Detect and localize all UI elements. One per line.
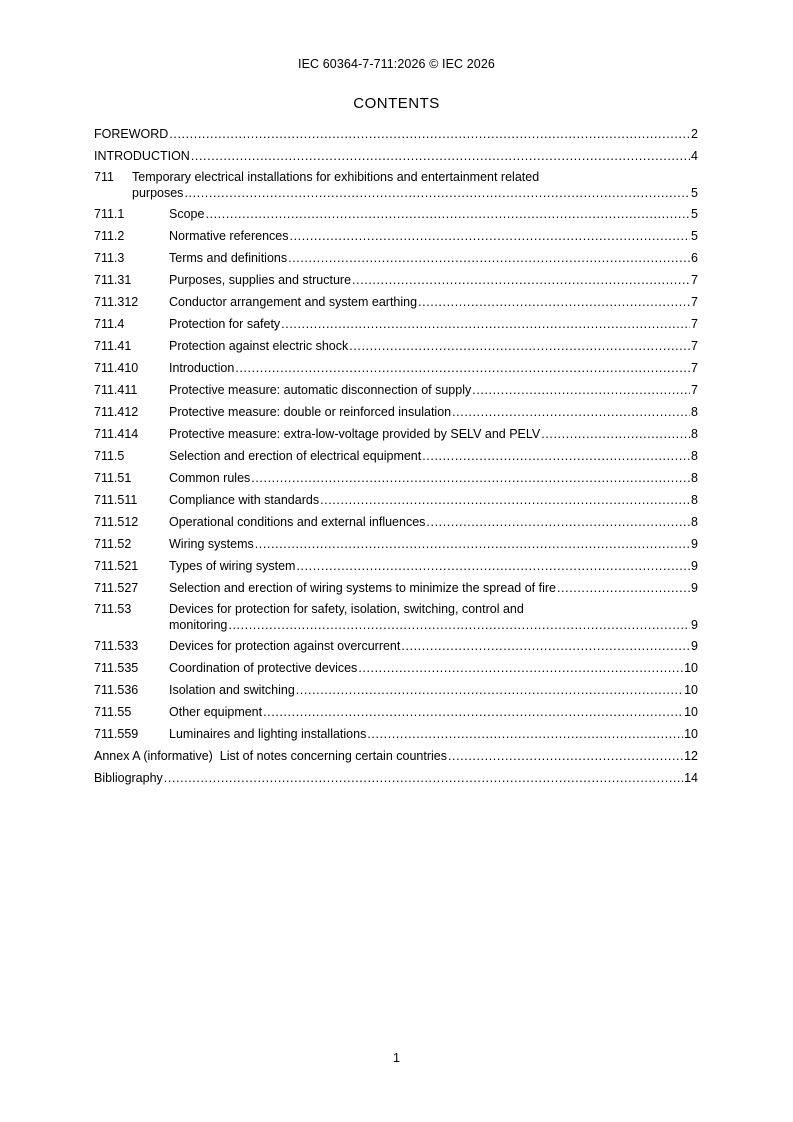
toc-entry-text: Devices for protection for safety, isolation, switching, control and [169,602,524,616]
toc-entry-text: Types of wiring system [169,559,296,573]
toc-entry-number: 711.41 [94,339,132,353]
toc-entry[interactable] [94,315,698,337]
toc-entry[interactable] [94,637,698,659]
toc-entry-711[interactable] [94,169,698,201]
toc-page-number: 10 [684,661,698,675]
toc-page-number: 5 [691,186,698,200]
toc-entry-text: Other equipment [169,705,263,719]
toc-entry[interactable] [94,271,698,293]
toc-entry-text: Operational conditions and external influences [169,515,426,529]
toc-leader-dots [205,205,690,223]
toc-entry[interactable] [94,557,698,579]
toc-page-number: 8 [691,493,698,507]
toc-page-number: 9 [691,581,698,595]
toc-leader-dots [169,125,690,143]
toc-entry-text: Wiring systems [169,537,254,551]
toc-leader-dots [349,337,690,355]
toc-leader-dots [251,469,690,487]
toc-entry-number: 711.410 [94,361,139,375]
toc-entry-number: 711.412 [94,405,139,419]
toc-page-number: 9 [691,639,698,653]
toc-page-number: 10 [684,727,698,741]
toc-leader-dots [228,617,690,633]
toc-entry-text: Normative references [169,229,289,243]
toc-page-number: 9 [691,559,698,573]
toc-page-number: 5 [691,207,698,221]
toc-entry-text: Terms and definitions [169,251,288,265]
toc-entry-text: Bibliography [94,771,163,785]
toc-leader-dots [288,249,690,267]
toc-entry-number: 711.2 [94,229,125,243]
toc-page-number: 10 [684,683,698,697]
page-number-footer: 1 [393,1051,400,1065]
toc-entry-text: Protective measure: double or reinforced insulation [169,405,452,419]
toc-entry-text: FOREWORD [94,127,169,141]
toc-entry-number: 711.559 [94,727,139,741]
toc-entry[interactable] [94,725,698,747]
toc-page-number: 14 [684,771,698,785]
toc-page-number: 6 [691,251,698,265]
page-title: CONTENTS [353,95,440,112]
toc-entry-text-continued: purposes [132,186,184,200]
toc-entry-text: Annex A (informative) List of notes concerning certain countries [94,749,447,763]
toc-leader-dots [452,403,690,421]
toc-entry-text: Devices for protection against overcurrent [169,639,401,653]
toc-page-number: 8 [691,515,698,529]
toc-entry-number: 711.536 [94,683,139,697]
toc-entry[interactable] [94,425,698,447]
toc-entry-number: 711.1 [94,207,125,221]
toc-page-number: 10 [684,705,698,719]
toc-entry-number: 711.535 [94,661,139,675]
toc-entry[interactable] [94,337,698,359]
toc-entry-annex-a[interactable] [94,747,698,769]
toc-leader-dots [352,271,690,289]
toc-entry-text: Selection and erection of wiring systems to minimize the spread of fire [169,581,556,595]
toc-leader-dots [426,513,690,531]
toc-entry-number: 711.53 [94,602,132,616]
toc-entry-text: Protection for safety [169,317,281,331]
toc-entry[interactable] [94,469,698,491]
toc-page-number: 9 [691,537,698,551]
toc-entry-number: 711.5 [94,449,125,463]
toc-entry-number: 711.52 [94,537,132,551]
toc-entry-number: 711.512 [94,515,139,529]
toc-entry-text: Isolation and switching [169,683,295,697]
toc-leader-dots [191,147,690,165]
toc-leader-dots [235,359,690,377]
toc-leader-dots [367,725,683,743]
toc-leader-dots [448,747,683,765]
toc-entry-text: Purposes, supplies and structure [169,273,352,287]
toc-page-number: 9 [691,618,698,632]
toc-entry-711-53[interactable] [94,601,698,633]
toc-entry[interactable] [94,535,698,557]
toc-entry-text: Scope [169,207,205,221]
toc-entry-number: 711.411 [94,383,138,397]
toc-leader-dots [296,681,683,699]
toc-page-number: 2 [691,127,698,141]
toc-page-number: 8 [691,471,698,485]
toc-leader-dots [557,579,690,597]
toc-page-number: 7 [691,339,698,353]
toc-page-number: 8 [691,449,698,463]
toc-entry[interactable] [94,513,698,535]
toc-leader-dots [418,293,690,311]
toc-entry-text: Common rules [169,471,251,485]
toc-entry[interactable] [94,227,698,249]
toc-leader-dots [358,659,683,677]
toc-entry[interactable] [94,381,698,403]
toc-entry-text: Protection against electric shock [169,339,349,353]
toc-entry-number: 711.533 [94,639,139,653]
toc-leader-dots [281,315,690,333]
toc-page-number: 4 [691,149,698,163]
toc-entry-text: Luminaires and lighting installations [169,727,367,741]
toc-leader-dots [255,535,690,553]
toc-entry-text: Introduction [169,361,235,375]
toc-entry[interactable] [94,293,698,315]
toc-entry[interactable] [94,703,698,725]
toc-entry[interactable] [94,249,698,271]
toc-entry-foreword[interactable] [94,125,698,147]
toc-entry[interactable] [94,403,698,425]
toc-page-number: 8 [691,427,698,441]
toc-entry-text: INTRODUCTION [94,149,190,163]
toc-leader-dots [320,491,690,509]
toc-leader-dots [290,227,691,245]
toc-entry-number: 711.527 [94,581,139,595]
toc-leader-dots [184,185,690,201]
toc-page-number: 7 [691,273,698,287]
toc-leader-dots [541,425,690,443]
toc-entry[interactable] [94,681,698,703]
toc-entry-number: 711.511 [94,493,138,507]
toc-entry-number: 711.55 [94,705,132,719]
toc-entry[interactable] [94,491,698,513]
toc-page-number: 7 [691,361,698,375]
toc-entry[interactable] [94,659,698,681]
toc-entry-text: Temporary electrical installations for exhibitions and entertainment related [132,170,540,184]
toc-entry-text: Coordination of protective devices [169,661,358,675]
table-of-contents [94,125,698,791]
document-header: IEC 60364-7-711:2026 © IEC 2026 [298,57,495,71]
toc-entry-text: Selection and erection of electrical equipment [169,449,422,463]
toc-entry-number: 711.414 [94,427,139,441]
toc-leader-dots [422,447,690,465]
toc-leader-dots [164,769,683,787]
toc-page-number: 5 [691,229,698,243]
toc-entry-number: 711.521 [94,559,139,573]
toc-page-number: 7 [691,295,698,309]
toc-entry-introduction[interactable] [94,147,698,169]
toc-leader-dots [472,381,690,399]
toc-leader-dots [401,637,690,655]
toc-entry-number: 711.51 [94,471,132,485]
toc-entry[interactable] [94,205,698,227]
toc-entry-number: 711 [94,170,114,184]
toc-page-number: 8 [691,405,698,419]
toc-entry[interactable] [94,447,698,469]
toc-page-number: 12 [684,749,698,763]
toc-entry-number: 711.31 [94,273,132,287]
toc-leader-dots [296,557,690,575]
toc-entry-text: Compliance with standards [169,493,320,507]
toc-page-number: 7 [691,383,698,397]
toc-entry-text: Protective measure: extra-low-voltage provided by SELV and PELV [169,427,541,441]
toc-entry-text: Conductor arrangement and system earthing [169,295,418,309]
toc-entry-text-continued: monitoring [169,618,228,632]
toc-entry-bibliography[interactable] [94,769,698,791]
toc-entry-number: 711.312 [94,295,139,309]
toc-entry-number: 711.4 [94,317,125,331]
toc-entry[interactable] [94,359,698,381]
toc-entry[interactable] [94,579,698,601]
toc-entry-text: Protective measure: automatic disconnection of supply [169,383,472,397]
toc-leader-dots [263,703,683,721]
toc-page-number: 7 [691,317,698,331]
toc-entry-number: 711.3 [94,251,125,265]
